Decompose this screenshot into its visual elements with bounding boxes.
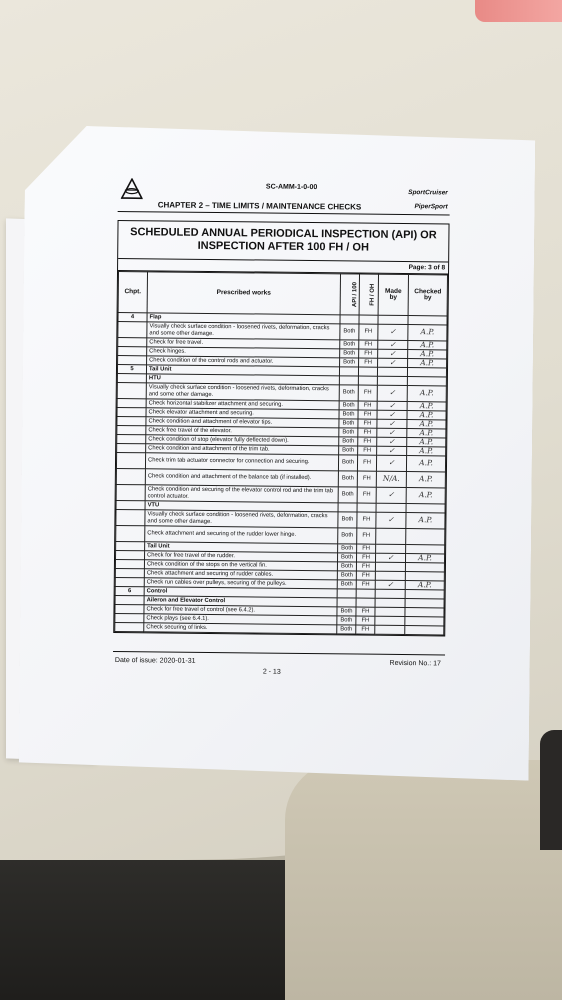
api-cell: Both	[338, 487, 357, 503]
api-cell: Both	[339, 428, 358, 437]
made-by-cell	[375, 616, 405, 625]
chapter-cell: 4	[118, 313, 147, 322]
chair-background	[285, 760, 562, 1000]
made-by-cell: ✓	[377, 385, 407, 401]
made-by-cell	[378, 315, 408, 324]
checked-by-cell	[407, 368, 446, 377]
api-cell	[340, 315, 359, 324]
chapter-cell	[116, 484, 145, 500]
made-by-cell	[375, 598, 405, 607]
page-number-label: Page: 3 of 8	[118, 259, 448, 274]
api-cell	[339, 376, 358, 385]
api-cell: Both	[338, 544, 357, 553]
fh-cell	[359, 315, 378, 324]
chapter-cell	[116, 500, 145, 509]
api-cell: Both	[337, 580, 356, 589]
api-cell: Both	[337, 571, 356, 580]
api-cell: Both	[340, 349, 359, 358]
chapter-cell	[118, 338, 147, 347]
api-cell: Both	[340, 324, 359, 340]
api-cell: Both	[337, 562, 356, 571]
chapter-cell	[117, 399, 146, 408]
work-cell: Flap	[147, 313, 340, 324]
brand-pipersport: PiperSport	[414, 203, 448, 211]
api-cell: Both	[339, 437, 358, 446]
api-cell	[338, 503, 357, 512]
chapter-cell	[115, 577, 144, 586]
checked-by-cell: A.P.	[407, 402, 446, 411]
api-cell: Both	[339, 410, 358, 419]
api-cell	[339, 367, 358, 376]
made-by-cell: ✓	[375, 553, 405, 562]
fh-cell: FH	[359, 340, 378, 349]
revision-number: Revision No.: 17	[389, 659, 441, 668]
work-cell: Tail Unit	[146, 365, 339, 376]
made-by-cell: ✓	[378, 358, 408, 367]
made-by-cell: ✓	[378, 324, 408, 340]
work-cell: Visually check surface condition - loosened rivets, deformation, cracks and some other damage.	[146, 383, 339, 401]
date-of-issue: Date of issue: 2020-01-31	[114, 656, 196, 665]
work-cell: Check for free travel.	[147, 338, 340, 349]
made-by-cell	[375, 625, 405, 634]
col-fh-oh: FH / OH	[359, 274, 378, 315]
fh-cell: FH	[357, 512, 376, 528]
made-by-cell: ✓	[376, 512, 406, 528]
work-cell: Aileron and Elevator Control	[144, 596, 337, 607]
page-number: 2 - 13	[262, 668, 281, 676]
fh-cell	[356, 589, 375, 598]
made-by-cell: ✓	[377, 401, 407, 410]
chapter-cell: 6	[115, 586, 144, 595]
chapter-cell	[115, 613, 144, 622]
fh-cell: FH	[358, 428, 377, 437]
work-cell: Check elevator attachment and securing.	[146, 408, 339, 419]
chapter-cell	[117, 383, 146, 399]
chapter-cell	[117, 426, 146, 435]
table-header-row	[118, 272, 447, 316]
api-cell	[337, 589, 356, 598]
work-cell: Check securing of links.	[144, 623, 337, 634]
chapter-cell	[115, 595, 144, 604]
api-cell: Both	[340, 340, 359, 349]
checked-by-cell: A.P.	[408, 341, 447, 350]
chapter-cell	[118, 347, 147, 356]
work-cell: Check condition and attachment of the trim tab.	[146, 444, 339, 455]
work-cell: Visually check surface condition - loosened rivets, deformation, cracks and some other damage.	[147, 322, 340, 340]
work-cell: Visually check surface condition - loosened rivets, deformation, cracks and some other damage.	[145, 510, 338, 528]
work-cell: Check condition and securing of the elevator control rod and the trim tab control actuator.	[145, 485, 338, 503]
fh-cell: FH	[358, 437, 377, 446]
col-prescribed-works: Prescribed works	[147, 272, 340, 315]
checked-by-cell	[405, 563, 444, 572]
chapter-cell	[116, 453, 145, 469]
col-chpt: Chpt.	[118, 272, 147, 313]
col-api: API / 100	[340, 274, 359, 315]
inspection-table	[114, 271, 448, 635]
made-by-cell	[376, 503, 406, 512]
fh-cell: FH	[357, 544, 376, 553]
checked-by-cell: A.P.	[406, 488, 445, 504]
fh-cell: FH	[356, 553, 375, 562]
checked-by-cell: A.P.	[405, 581, 444, 590]
work-cell: Check horizontal stabilizer attachment and securing.	[146, 399, 339, 410]
fh-cell: FH	[358, 385, 377, 401]
api-cell: Both	[339, 419, 358, 428]
made-by-cell: ✓	[377, 410, 407, 419]
made-by-cell: ✓	[376, 487, 406, 503]
work-cell: Check attachment and securing of the rudder lower hinge.	[145, 526, 338, 544]
api-cell: Both	[337, 625, 356, 634]
work-cell: Control	[144, 587, 337, 598]
chapter-cell: 5	[117, 365, 146, 374]
fh-cell: FH	[358, 419, 377, 428]
fh-cell: FH	[359, 349, 378, 358]
made-by-cell: ✓	[377, 437, 407, 446]
made-by-cell: ✓	[378, 340, 408, 349]
fh-cell: FH	[358, 401, 377, 410]
api-cell: Both	[337, 616, 356, 625]
chapter-cell	[115, 559, 144, 568]
chapter-cell	[117, 374, 146, 383]
fh-cell: FH	[356, 625, 375, 634]
checked-by-cell: A.P.	[407, 411, 446, 420]
fh-cell	[358, 367, 377, 376]
checked-by-cell: A.P.	[406, 472, 445, 488]
fh-cell: FH	[356, 562, 375, 571]
work-cell: Check run cables over pulleys, securing of the pulleys.	[144, 578, 337, 589]
checked-by-cell: A.P.	[405, 554, 444, 563]
api-cell: Both	[338, 512, 357, 528]
chapter-title: CHAPTER 2 – TIME LIMITS / MAINTENANCE CHECKS	[157, 200, 362, 212]
fh-cell: FH	[357, 471, 376, 487]
page-header	[118, 178, 450, 217]
chapter-cell	[115, 622, 144, 631]
fh-cell	[356, 598, 375, 607]
fh-cell: FH	[357, 528, 376, 544]
made-by-cell: ✓	[376, 455, 406, 471]
chapter-cell	[118, 322, 147, 338]
header-rule	[118, 211, 450, 215]
fh-cell: FH	[359, 358, 378, 367]
fh-cell: FH	[356, 571, 375, 580]
chapter-cell	[116, 509, 145, 525]
checked-by-cell: A.P.	[408, 359, 447, 368]
checked-by-cell	[406, 529, 445, 545]
api-cell: Both	[340, 358, 359, 367]
fh-cell: FH	[356, 607, 375, 616]
table-body	[115, 313, 447, 635]
chapter-cell	[117, 444, 146, 453]
api-cell: Both	[337, 553, 356, 562]
made-by-cell: N/A.	[376, 471, 406, 487]
work-cell: Check condition of stop (elevator fully deflected down).	[146, 435, 339, 446]
checked-by-cell: A.P.	[407, 447, 446, 456]
chapter-cell	[117, 435, 146, 444]
chapter-cell	[116, 541, 145, 550]
made-by-cell	[375, 607, 405, 616]
api-cell: Both	[338, 528, 357, 544]
fh-cell: FH	[356, 616, 375, 625]
work-cell: HTU	[146, 374, 339, 385]
made-by-cell	[377, 367, 407, 376]
chapter-cell	[116, 468, 145, 484]
company-logo-icon	[121, 178, 143, 200]
col-checked-by: Checked by	[408, 275, 447, 316]
chapter-cell	[118, 356, 147, 365]
checked-by-cell	[408, 316, 447, 325]
dark-object	[540, 730, 562, 850]
checked-by-cell: A.P.	[407, 429, 446, 438]
checked-by-cell	[405, 617, 444, 626]
work-cell: Check for free travel of control (see 6.4.2).	[144, 605, 337, 616]
work-cell: Check free travel of the elevator.	[146, 426, 339, 437]
work-cell: Check condition and attachment of elevator tips.	[146, 417, 339, 428]
form-title: SCHEDULED ANNUAL PERIODICAL INSPECTION (API) OR INSPECTION AFTER 100 FH / OH	[118, 221, 448, 262]
made-by-cell: ✓	[378, 349, 408, 358]
fh-cell	[358, 376, 377, 385]
work-cell: Check condition and attachment of the balance tab (if installed).	[145, 469, 338, 487]
checked-by-cell	[405, 590, 444, 599]
api-cell: Both	[338, 455, 357, 471]
checked-by-cell: A.P.	[406, 513, 445, 529]
chapter-cell	[115, 604, 144, 613]
checked-by-cell	[405, 599, 444, 608]
page-footer	[113, 651, 445, 694]
work-cell: Check for free travel of the rudder.	[145, 551, 338, 562]
work-cell: VTU	[145, 501, 338, 512]
document-page	[113, 178, 450, 694]
made-by-cell: ✓	[377, 419, 407, 428]
made-by-cell	[375, 589, 405, 598]
api-cell: Both	[339, 446, 358, 455]
made-by-cell	[376, 528, 406, 544]
fh-cell	[357, 503, 376, 512]
work-cell: Tail Unit	[145, 542, 338, 553]
work-cell: Check condition of the control rods and actuator.	[147, 356, 340, 367]
work-cell: Check plays (see 6.4.1).	[144, 614, 337, 625]
checked-by-cell: A.P.	[408, 325, 447, 341]
made-by-cell	[375, 562, 405, 571]
inspection-form	[113, 220, 449, 636]
checked-by-cell: A.P.	[407, 438, 446, 447]
checked-by-cell: A.P.	[407, 420, 446, 429]
fh-cell: FH	[357, 487, 376, 503]
fh-cell: FH	[359, 324, 378, 340]
chapter-cell	[116, 525, 145, 541]
document-id: SC-AMM-1-0-00	[265, 183, 318, 192]
checked-by-cell	[406, 504, 445, 513]
made-by-cell: ✓	[377, 446, 407, 455]
api-cell: Both	[338, 471, 357, 487]
fh-cell: FH	[358, 446, 377, 455]
api-cell: Both	[337, 607, 356, 616]
checked-by-cell	[407, 377, 446, 386]
checked-by-cell: A.P.	[408, 350, 447, 359]
chapter-cell	[117, 408, 146, 417]
chapter-cell	[117, 417, 146, 426]
chapter-cell	[116, 550, 145, 559]
api-cell: Both	[339, 385, 358, 401]
col-made-by: Made by	[378, 274, 408, 315]
made-by-cell	[377, 376, 407, 385]
checked-by-cell	[405, 626, 444, 635]
fh-cell: FH	[356, 580, 375, 589]
work-cell: Check trim tab actuator connector for connection and securing.	[145, 453, 338, 471]
footer-rule	[113, 651, 445, 655]
work-cell: Check condition of the stops on the vertical fin.	[144, 560, 337, 571]
checked-by-cell: A.P.	[407, 386, 446, 402]
work-cell: Check hinges.	[147, 347, 340, 358]
red-object	[475, 0, 562, 22]
fh-cell: FH	[358, 410, 377, 419]
made-by-cell: ✓	[375, 580, 405, 589]
api-cell	[337, 598, 356, 607]
made-by-cell: ✓	[377, 428, 407, 437]
brand-sportcruiser: SportCruiser	[408, 189, 448, 197]
fh-cell: FH	[357, 455, 376, 471]
api-cell: Both	[339, 401, 358, 410]
work-cell: Check attachment and securing of rudder cables.	[144, 569, 337, 580]
chapter-cell	[115, 568, 144, 577]
checked-by-cell	[405, 608, 444, 617]
checked-by-cell: A.P.	[406, 456, 445, 472]
